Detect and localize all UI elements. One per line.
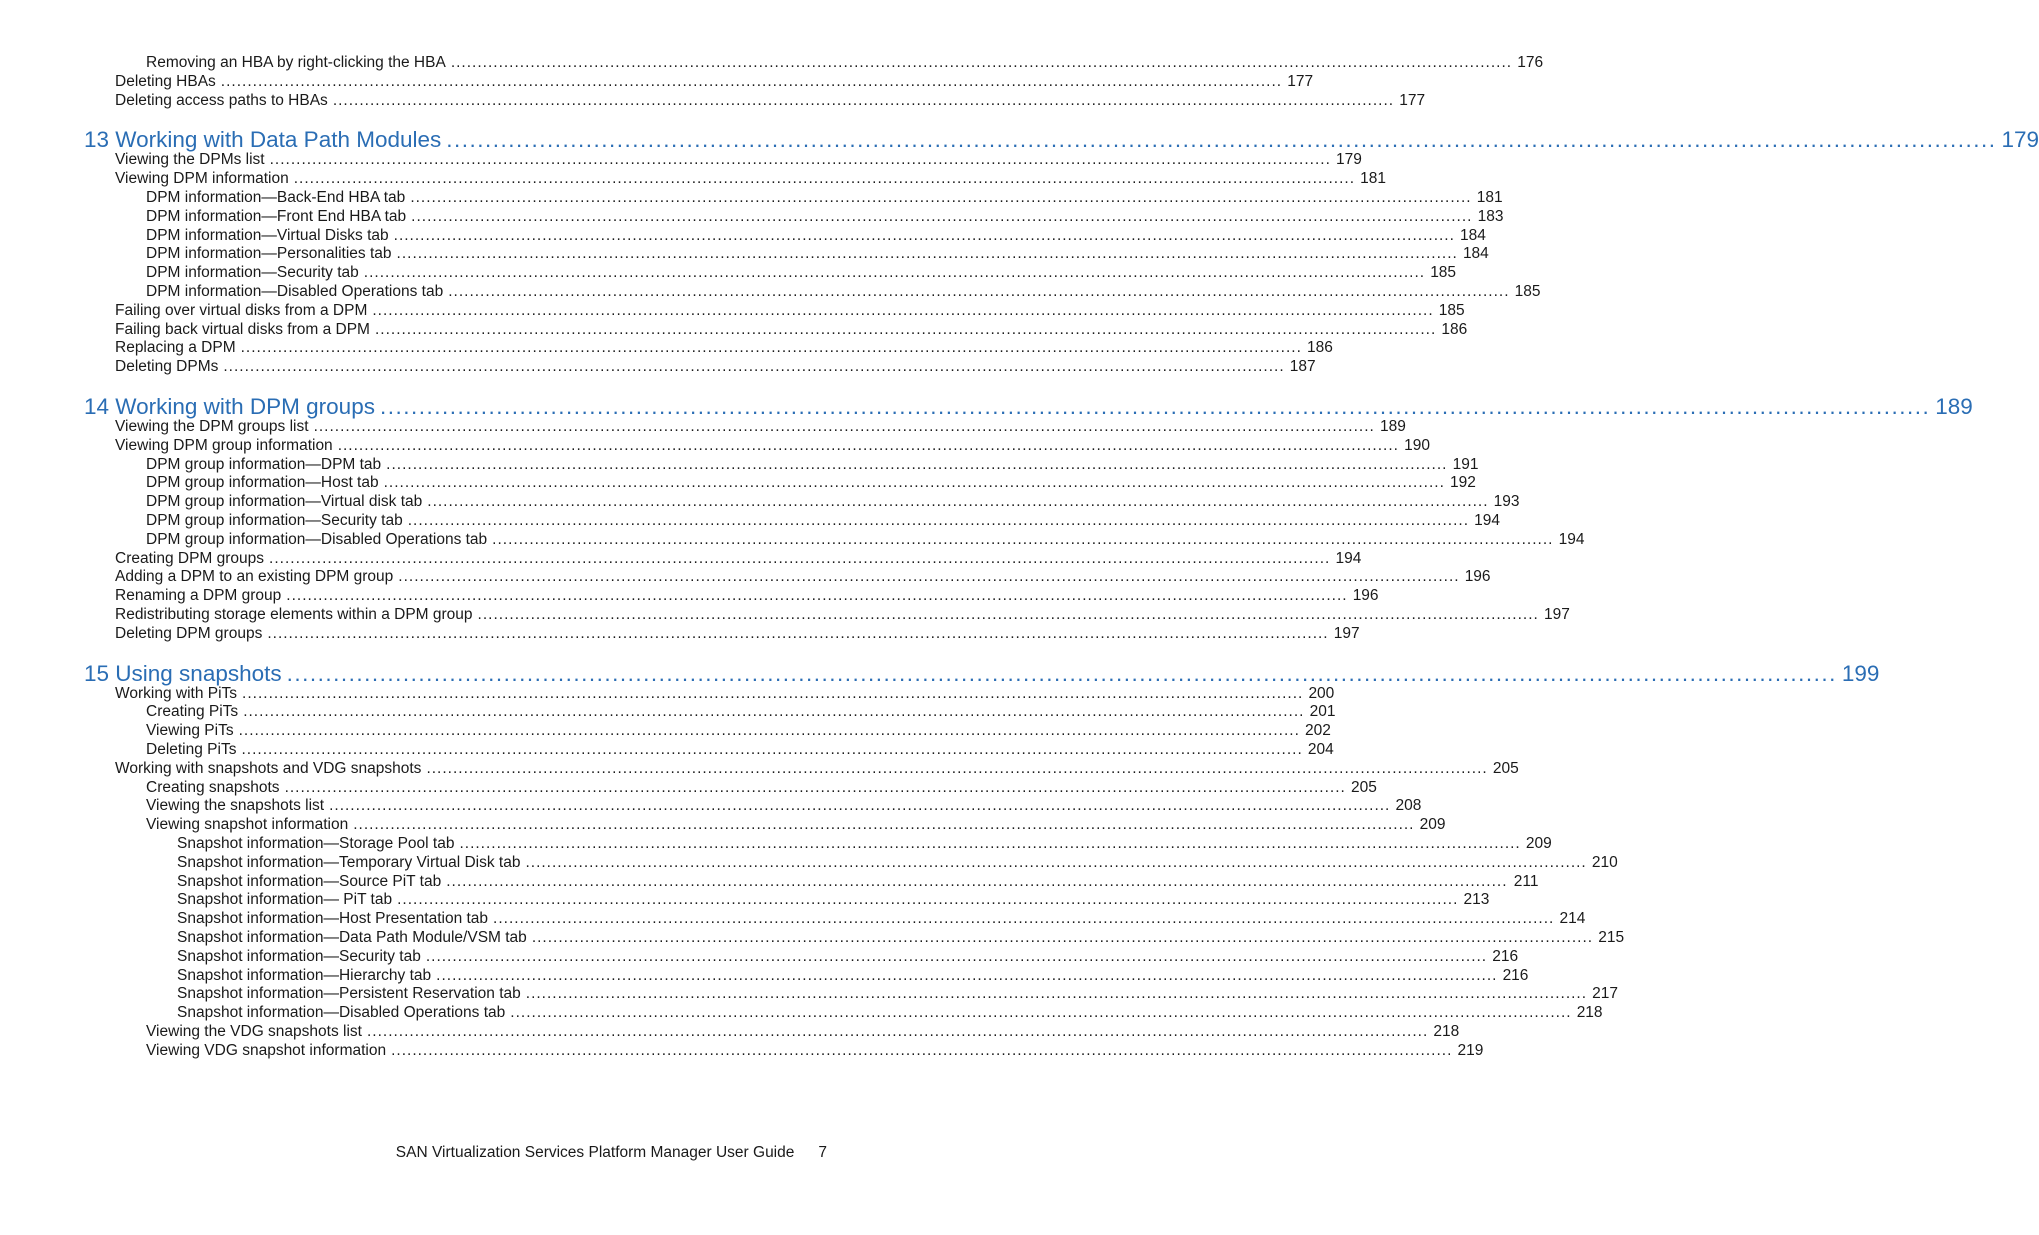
- toc-entry-title: Snapshot information— PiT tab: [177, 891, 393, 909]
- toc-entry-title: Snapshot information—Persistent Reservation tab: [177, 985, 521, 1003]
- toc-entry-title: Deleting access paths to HBAs: [115, 91, 328, 109]
- toc-leader-dots: ........................................................................................................................................................................................................: [337, 436, 1399, 454]
- toc-entry-title: DPM group information—Security tab: [146, 512, 403, 529]
- toc-entry-page: 179: [2001, 127, 2039, 153]
- toc-leader-dots: ........................................................................................................................................................................................................: [531, 929, 1594, 946]
- toc-entry[interactable]: [115, 568, 1491, 586]
- toc-entry[interactable]: [115, 436, 1430, 455]
- toc-leader-dots: ........................................................................................................................................................................................................: [436, 966, 1498, 984]
- toc-entry-title: Redistributing storage elements within a DPM group: [115, 606, 473, 623]
- toc-leader-dots: ........................................................................................................................................................................................................: [446, 127, 1997, 153]
- toc-entry-page: 210: [1591, 853, 1618, 871]
- toc-entry-page: 215: [1598, 929, 1625, 946]
- toc-entry-page: 177: [1287, 72, 1314, 90]
- toc-entry-page: 197: [1543, 606, 1570, 623]
- toc-entry[interactable]: [177, 853, 1618, 872]
- toc-leader-dots: ........................................................................................................................................................................................................: [492, 530, 1554, 548]
- toc-entry-page: 209: [1419, 816, 1446, 834]
- toc-entry-page: 196: [1352, 587, 1379, 605]
- toc-leader-dots: ........................................................................................................................................................................................................: [386, 455, 1448, 473]
- toc-entry-page: 193: [1493, 493, 1520, 511]
- toc-entry-title: Working with PiTs: [115, 684, 238, 702]
- toc-leader-dots: ........................................................................................................................................................................................................: [286, 587, 1348, 605]
- toc-entry-page: 189: [1379, 418, 1406, 435]
- toc-entry-page: 219: [1457, 1041, 1484, 1059]
- toc-entry-page: 218: [1576, 1004, 1603, 1022]
- toc-entry-title: DPM information—Back-End HBA tab: [146, 189, 406, 206]
- toc-entry-title: Snapshot information—Storage Pool tab: [177, 835, 455, 852]
- toc-entry[interactable]: [146, 226, 1486, 245]
- toc-leader-dots: ........................................................................................................................................................................................................: [286, 660, 1837, 686]
- toc-entry-page: 179: [1336, 151, 1362, 169]
- toc-entry[interactable]: [146, 797, 1422, 815]
- toc-entry-title: DPM group information—DPM tab: [146, 455, 382, 473]
- toc-entry[interactable]: [177, 966, 1529, 985]
- toc-entry[interactable]: [146, 703, 1336, 721]
- footer-guide-title: SAN Virtualization Services Platform Manager User Guide: [395, 1144, 795, 1161]
- toc-leader-dots: ........................................................................................................................................................................................................: [240, 339, 1302, 357]
- toc-leader-dots: ........................................................................................................................................................................................................: [391, 1041, 1453, 1059]
- toc-entry-title: Deleting HBAs: [115, 72, 216, 90]
- toc-entry-title: Viewing VDG snapshot information: [146, 1041, 387, 1059]
- toc-entry[interactable]: [146, 493, 1520, 511]
- toc-entry[interactable]: [146, 512, 1500, 530]
- toc-entry-page: 185: [1514, 283, 1541, 300]
- toc-leader-dots: ........................................................................................................................................................................................................: [220, 72, 1283, 90]
- toc-entry[interactable]: [115, 91, 1426, 110]
- toc-leader-dots: ........................................................................................................................................................................................................: [332, 91, 1395, 109]
- toc-leader-dots: ........................................................................................................................................................................................................: [238, 722, 1300, 740]
- toc-entry-page: 209: [1525, 835, 1552, 852]
- toc-entry-page: 186: [1307, 339, 1333, 357]
- toc-entry[interactable]: [177, 1004, 1603, 1022]
- toc-leader-dots: ........................................................................................................................................................................................................: [241, 741, 1303, 758]
- toc-leader-dots: ........................................................................................................................................................................................................: [525, 853, 1587, 871]
- toc-entry-title: Deleting PiTs: [146, 741, 237, 758]
- toc-entry-page: 205: [1350, 778, 1377, 796]
- toc-leader-dots: ........................................................................................................................................................................................................: [410, 189, 1472, 206]
- toc-leader-dots: ........................................................................................................................................................................................................: [366, 1023, 1429, 1040]
- toc-entry[interactable]: [146, 54, 1544, 72]
- toc-entry-title: Renaming a DPM group: [115, 587, 282, 605]
- toc-entry[interactable]: [146, 1023, 1460, 1041]
- toc-entry[interactable]: [115, 358, 1316, 376]
- toc-entry-title: Deleting DPM groups: [115, 624, 263, 642]
- toc-leader-dots: ........................................................................................................................................................................................................: [313, 418, 1375, 435]
- toc-leader-dots: ........................................................................................................................................................................................................: [284, 778, 1346, 796]
- toc-entry-title: Working with snapshots and VDG snapshots: [115, 759, 422, 777]
- toc-leader-dots: ........................................................................................................................................................................................................: [293, 170, 1356, 188]
- toc-entry[interactable]: [146, 245, 1489, 263]
- toc-entry-title: Failing back virtual disks from a DPM: [115, 320, 370, 338]
- toc-leader-dots: ........................................................................................................................................................................................................: [425, 947, 1488, 965]
- toc-entry-title: Creating DPM groups: [115, 549, 265, 567]
- toc-entry[interactable]: [146, 283, 1541, 301]
- toc-entry[interactable]: [146, 189, 1503, 207]
- toc-entry-title: Adding a DPM to an existing DPM group: [115, 568, 394, 586]
- toc-leader-dots: ........................................................................................................................................................................................................: [329, 797, 1391, 815]
- toc-entry[interactable]: [115, 606, 1570, 624]
- page-footer: [396, 1144, 827, 1162]
- toc-leader-dots: ........................................................................................................................................................................................................: [223, 358, 1285, 376]
- toc-entry-title: Creating PiTs: [146, 703, 239, 721]
- toc-leader-dots: ........................................................................................................................................................................................................: [493, 910, 1555, 928]
- toc-entry-page: 216: [1492, 947, 1519, 965]
- toc-leader-dots: ........................................................................................................................................................................................................: [393, 226, 1455, 244]
- toc-entry-page: 199: [1841, 660, 1880, 686]
- toc-entry[interactable]: [115, 170, 1387, 188]
- toc-entry[interactable]: [177, 929, 1625, 947]
- toc-entry[interactable]: [146, 474, 1476, 492]
- toc-leader-dots: ........................................................................................................................................................................................................: [243, 703, 1305, 721]
- toc-entry-title: DPM group information—Virtual disk tab: [146, 493, 423, 511]
- toc-leader-dots: ........................................................................................................................................................................................................: [398, 568, 1460, 586]
- toc-entry-title: Viewing snapshot information: [146, 816, 349, 834]
- toc-entry[interactable]: [177, 985, 1619, 1003]
- toc-entry-title: DPM information—Security tab: [146, 264, 359, 282]
- toc-entry-page: 201: [1309, 703, 1336, 721]
- toc-leader-dots: ........................................................................................................................................................................................................: [450, 54, 1513, 71]
- toc-entry-title: Snapshot information—Source PiT tab: [177, 872, 442, 890]
- toc-chapter-entry[interactable]: [84, 127, 2039, 153]
- toc-entry-page: 192: [1450, 474, 1476, 492]
- toc-entry[interactable]: [115, 301, 1465, 320]
- toc-entry-page: 181: [1360, 170, 1387, 188]
- toc-entry[interactable]: [115, 418, 1406, 436]
- toc-entry-title: DPM information—Disabled Operations tab: [146, 283, 444, 300]
- toc-entry-page: 191: [1452, 455, 1479, 473]
- toc-leader-dots: ........................................................................................................................................................................................................: [477, 606, 1539, 623]
- toc-entry[interactable]: [146, 722, 1331, 740]
- toc-entry-page: 197: [1333, 624, 1360, 642]
- toc-entry-page: 186: [1441, 320, 1468, 338]
- toc-leader-dots: ........................................................................................................................................................................................................: [374, 320, 1437, 338]
- toc-entry-title: Snapshot information—Disabled Operations tab: [177, 1004, 506, 1022]
- toc-entry-page: 185: [1430, 264, 1457, 282]
- toc-leader-dots: ........................................................................................................................................................................................................: [396, 245, 1458, 263]
- toc-entry[interactable]: [115, 72, 1314, 91]
- toc-entry-title: Creating snapshots: [146, 778, 280, 796]
- toc-entry[interactable]: [146, 455, 1479, 474]
- toc-entry-title: Snapshot information—Hierarchy tab: [177, 966, 432, 984]
- toc-entry-title: 15 Using snapshots: [84, 660, 282, 686]
- toc-leader-dots: ........................................................................................................................................................................................................: [448, 283, 1510, 300]
- toc-entry-title: 14 Working with DPM groups: [84, 394, 375, 419]
- toc-entry-page: 213: [1463, 891, 1490, 909]
- toc-entry[interactable]: [146, 264, 1457, 282]
- toc-entry[interactable]: [177, 947, 1519, 966]
- toc-entry-page: 208: [1395, 797, 1422, 815]
- toc-entry-page: 204: [1307, 741, 1334, 758]
- toc-entry[interactable]: [115, 549, 1362, 568]
- toc-entry-title: DPM group information—Host tab: [146, 474, 379, 492]
- toc-entry-page: 194: [1335, 549, 1362, 567]
- toc-entry-title: DPM information—Front End HBA tab: [146, 207, 407, 225]
- toc-entry-title: Failing over virtual disks from a DPM: [115, 301, 368, 319]
- toc-entry-title: DPM information—Personalities tab: [146, 245, 392, 263]
- toc-leader-dots: ........................................................................................................................................................................................................: [459, 835, 1521, 852]
- toc-entry-page: 216: [1502, 966, 1529, 984]
- toc-entry[interactable]: [146, 816, 1446, 834]
- toc-entry-title: Viewing DPM group information: [115, 436, 333, 454]
- toc-entry-page: 218: [1433, 1023, 1460, 1040]
- toc-entry-page: 187: [1289, 358, 1316, 376]
- toc-leader-dots: ........................................................................................................................................................................................................: [426, 759, 1488, 777]
- toc-entry-title: Snapshot information—Security tab: [177, 947, 421, 965]
- toc-entry[interactable]: [115, 684, 1335, 703]
- toc-entry-page: 217: [1592, 985, 1619, 1003]
- toc-entry-page: 205: [1492, 759, 1519, 777]
- toc-entry-page: 196: [1464, 568, 1491, 586]
- toc-entry[interactable]: [115, 759, 1519, 778]
- toc-leader-dots: ........................................................................................................................................................................................................: [525, 985, 1588, 1003]
- toc-entry-page: 177: [1399, 91, 1426, 109]
- toc-leader-dots: ........................................................................................................................................................................................................: [242, 684, 1304, 702]
- toc-entry-title: Replacing a DPM: [115, 339, 236, 357]
- toc-entry[interactable]: [115, 587, 1379, 605]
- toc-leader-dots: ........................................................................................................................................................................................................: [267, 624, 1329, 642]
- toc-entry-title: Viewing the DPM groups list: [115, 418, 309, 435]
- toc-entry-title: Viewing the VDG snapshots list: [146, 1023, 362, 1040]
- toc-entry-page: 211: [1513, 872, 1539, 890]
- toc-entry[interactable]: [115, 339, 1333, 357]
- toc-entry-title: Viewing DPM information: [115, 170, 289, 188]
- toc-entry-title: Viewing PiTs: [146, 722, 234, 740]
- toc-entry[interactable]: [146, 1041, 1484, 1060]
- toc-leader-dots: ........................................................................................................................................................................................................: [372, 301, 1434, 319]
- toc-entry-title: Deleting DPMs: [115, 358, 219, 376]
- toc-entry-page: 200: [1308, 684, 1335, 702]
- toc-leader-dots: ........................................................................................................................................................................................................: [353, 816, 1415, 834]
- toc-leader-dots: ........................................................................................................................................................................................................: [397, 891, 1459, 909]
- toc-leader-dots: ........................................................................................................................................................................................................: [510, 1004, 1572, 1022]
- toc-leader-dots: ........................................................................................................................................................................................................: [269, 151, 1331, 169]
- toc-leader-dots: ........................................................................................................................................................................................................: [269, 549, 1331, 567]
- toc-entry-page: 202: [1305, 722, 1331, 740]
- toc-entry-page: 183: [1477, 207, 1504, 225]
- toc-entry[interactable]: [177, 891, 1490, 909]
- toc-entry-page: 185: [1438, 301, 1465, 319]
- toc-entry[interactable]: [146, 778, 1377, 797]
- toc-leader-dots: ........................................................................................................................................................................................................: [427, 493, 1489, 511]
- toc-entry-title: Snapshot information—Host Presentation tab: [177, 910, 489, 928]
- toc-entry[interactable]: [115, 151, 1362, 169]
- toc-entry[interactable]: [115, 320, 1468, 339]
- toc-entry-page: 194: [1558, 530, 1585, 548]
- toc-chapter-entry[interactable]: [84, 660, 1880, 687]
- toc-entry[interactable]: [177, 835, 1552, 853]
- toc-leader-dots: ........................................................................................................................................................................................................: [446, 872, 1508, 890]
- toc-entry-page: 214: [1559, 910, 1586, 928]
- toc-entry[interactable]: [115, 624, 1360, 643]
- toc-entry-title: Viewing the DPMs list: [115, 151, 265, 169]
- toc-leader-dots: ........................................................................................................................................................................................................: [379, 394, 1931, 419]
- toc-entry-title: Snapshot information—Data Path Module/VSM tab: [177, 929, 527, 946]
- toc-entry-title: 13 Working with Data Path Modules: [84, 127, 442, 153]
- toc-entry-page: 189: [1935, 394, 1973, 419]
- toc-entry[interactable]: [146, 741, 1334, 759]
- toc-entry-title: DPM information—Virtual Disks tab: [146, 226, 389, 244]
- toc-entry-page: 181: [1476, 189, 1503, 206]
- toc-leader-dots: ........................................................................................................................................................................................................: [411, 207, 1473, 225]
- toc-entry[interactable]: [146, 207, 1504, 226]
- toc-entry-page: 184: [1462, 245, 1489, 263]
- toc-entry-page: 184: [1460, 226, 1486, 244]
- toc-entry-page: 190: [1404, 436, 1430, 454]
- toc-entry-title: Viewing the snapshots list: [146, 797, 325, 815]
- toc-chapter-entry[interactable]: [84, 394, 1973, 420]
- toc-entry[interactable]: [177, 872, 1539, 891]
- toc-entry-title: Removing an HBA by right-clicking the HBA: [146, 54, 446, 71]
- toc-leader-dots: ........................................................................................................................................................................................................: [407, 512, 1469, 529]
- toc-entry[interactable]: [177, 910, 1586, 928]
- toc-entry-page: 194: [1474, 512, 1500, 529]
- toc-entry-page: 176: [1517, 54, 1544, 71]
- toc-entry[interactable]: [146, 530, 1585, 549]
- toc-entry-title: Snapshot information—Temporary Virtual Disk tab: [177, 853, 521, 871]
- toc-leader-dots: ........................................................................................................................................................................................................: [383, 474, 1445, 492]
- toc-leader-dots: ........................................................................................................................................................................................................: [363, 264, 1426, 282]
- toc-entry-title: DPM group information—Disabled Operations tab: [146, 530, 488, 548]
- footer-page-number: 7: [818, 1144, 827, 1161]
